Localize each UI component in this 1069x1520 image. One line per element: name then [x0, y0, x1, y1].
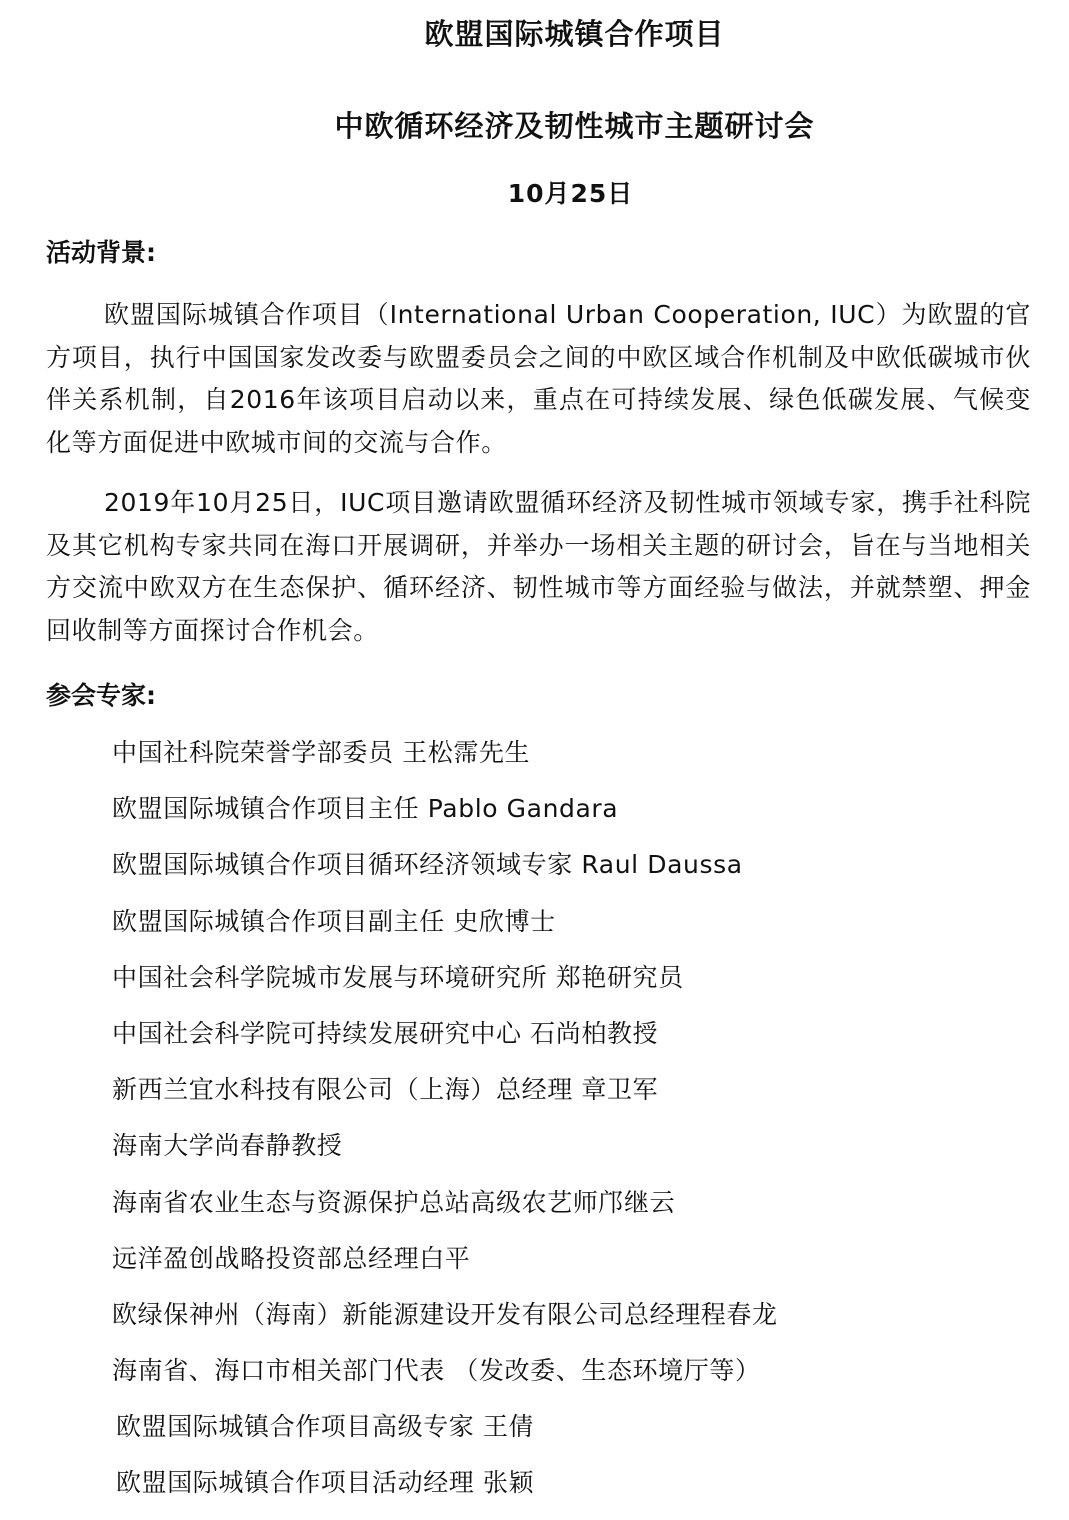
expert-item: 欧盟国际城镇合作项目活动经理 张颖 [116, 1468, 535, 1498]
expert-item: 欧盟国际城镇合作项目主任 Pablo Gandara [112, 794, 619, 824]
expert-item: 欧盟国际城镇合作项目高级专家 王倩 [116, 1412, 535, 1442]
background-paragraph-2: 2019年10月25日，IUC项目邀请欧盟循环经济及韧性城市领域专家，携手社科院及其它机构专家共同在海口开展调研，并举办一场相关主题的研讨会，旨在与当地相关方交流中欧双方在生态保护、循环经济、韧性城市等方面经验与做法，并就禁塑、押金回收制等方面探讨合作机会。 [46, 488, 1031, 645]
document-title: 欧盟国际城镇合作项目 [424, 17, 725, 51]
expert-item: 海南大学尚春静教授 [112, 1131, 343, 1161]
experts-heading: 参会专家: [46, 681, 156, 710]
expert-item: 新西兰宜水科技有限公司（上海）总经理 章卫军 [112, 1075, 659, 1105]
expert-item: 海南省农业生态与资源保护总站高级农艺师邝继云 [112, 1187, 676, 1217]
background-heading: 活动背景: [46, 238, 156, 267]
expert-item: 海南省、海口市相关部门代表 （发改委、生态环境厅等） [112, 1356, 761, 1386]
expert-item: 欧盟国际城镇合作项目副主任 史欣博士 [112, 906, 556, 936]
expert-item: 中国社会科学院可持续发展研究中心 石尚柏教授 [112, 1018, 659, 1048]
expert-item: 欧绿保神州（海南）新能源建设开发有限公司总经理程春龙 [112, 1299, 778, 1329]
background-paragraph-1: 欧盟国际城镇合作项目（International Urban Cooperation, IUC）为欧盟的官方项目，执行中国国家发改委与欧盟委员会之间的中欧区域合作机制及中欧低碳城市伙伴关系机制，自2016年该项目启动以来，重点在可持续发展、绿色低碳发展、气候变化等方面促进中欧城市间的交流与合作。 [46, 300, 1031, 457]
expert-item: 中国社会科学院城市发展与环境研究所 郑艳研究员 [112, 962, 684, 992]
event-date: 10月25日 [507, 179, 634, 208]
experts-list [112, 733, 778, 1520]
expert-item: 远洋盈创战略投资部总经理白平 [112, 1243, 471, 1273]
expert-item: 欧盟国际城镇合作项目循环经济领域专家 Raul Daussa [112, 850, 743, 880]
document-subtitle: 中欧循环经济及韧性城市主题研讨会 [334, 109, 815, 143]
expert-item: 中国社科院荣誉学部委员 王松霈先生 [112, 738, 531, 767]
